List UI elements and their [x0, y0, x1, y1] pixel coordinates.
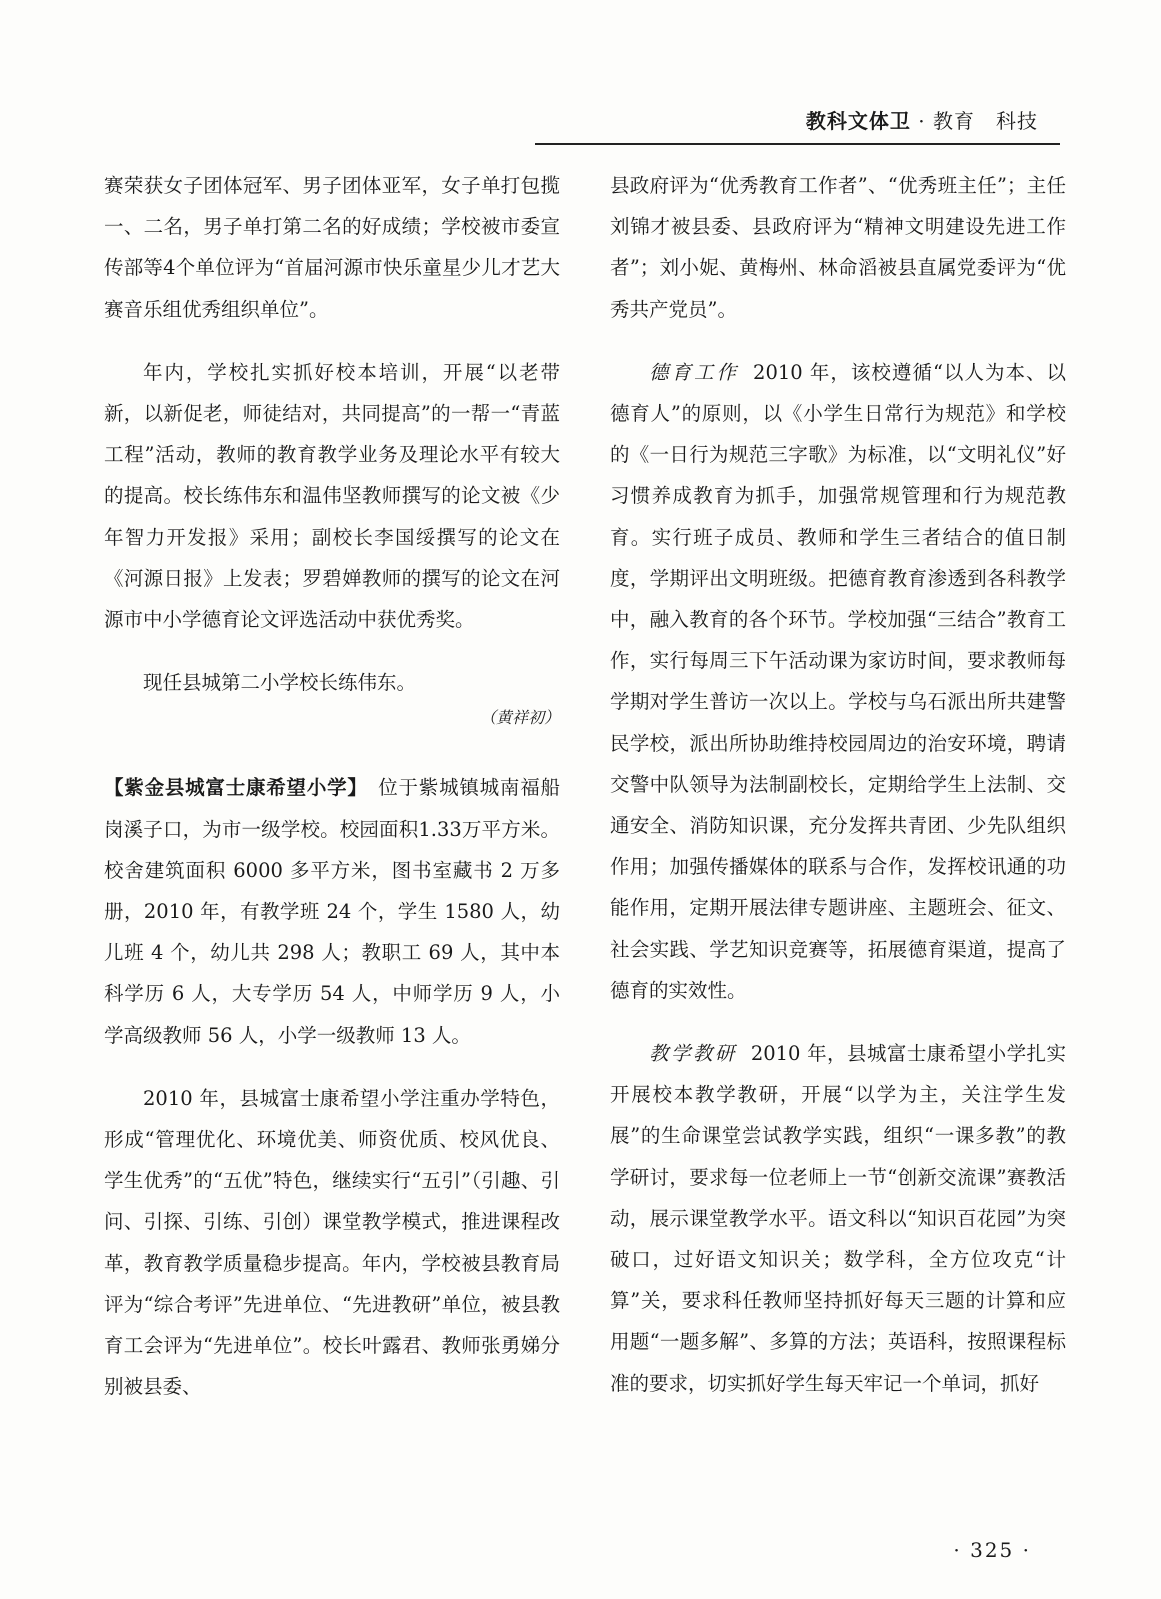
section-keyword: 德育工作	[649, 360, 740, 384]
institution-title: 【紫金县城富士康希望小学】	[104, 776, 358, 800]
paragraph: 年内，学校扎实抓好校本培训，开展“以老带新，以新促老，师徒结对，共同提高”的一帮一“青蓝工程”活动，教师的教育教学业务及理论水平有较大的提高。校长练伟东和温伟坚教师撰写的论文被《少年智力开发报》采用；副校长李国绥撰写的论文在《河源日报》上发表；罗碧婵教师的撰写的论文在河源市中小学德育论文评选活动中获优秀奖。	[104, 360, 560, 632]
paragraph-text: 2010 年，县城富士康希望小学扎实开展校本教学教研，开展“以学为主，关注学生发展”的生命课堂尝试教学实践，组织“一课多教”的教学研讨，要求每一位老师上一节“创新交流课”赛教活动，展示课堂教学水平。语文科以“知识百花园”为突破口，过好语文知识关；数学科，全方位攻克“计算”关，要求科任教师坚持抓好每天三题的计算和应用题“一题多解”、多算的方法；英语科，按照课程标准的要求，切实抓好学生每天牢记一个单词，抓好	[610, 1042, 1066, 1395]
institution-text: 位于紫城镇城南福船岗溪子口，为市一级学校。校园面积1.33万平方米。校舍建筑面积 6000 多平方米，图书室藏书 2 万多册，2010 年，有教学班 24 个，学生 1580 人，幼儿班 4 个，幼儿共 298 人；教职工 69 人，其中本科学历 6 人，大专学历 54 人，中师学历 9 人，小学高级教师 56 人，小学一级教师 13 人。	[104, 776, 560, 1047]
section-keyword: 教学教研	[649, 1042, 737, 1066]
paragraph-text: 2010 年，该校遵循“以人为本、以德育人”的原则，以《小学生日常行为规范》和学校的《一日行为规范三字歌》为标准，以“文明礼仪”好习惯养成教育为抓手，加强常规管理和行为规范教育。实行班子成员、教师和学生三者结合的值日制度，学期评出文明班级。把德育教育渗透到各科教学中，融入教育的各个环节。学校加强“三结合”教育工作，实行每周三下午活动课为家访时间，要求教师每学期对学生普访一次以上。学校与乌石派出所共建警民学校，派出所协助维持校园周边的治安环境，聘请交警中队领导为法制副校长，定期给学生上法制、交通安全、消防知识课，充分发挥共青团、少先队组织作用；加强传播媒体的联系与合作，发挥校讯通的功能作用，定期开展法律专题讲座、主题班会、征文、社会实践、学艺知识竞赛等，拓展德育渠道，提高了德育的实效性。	[610, 360, 1066, 1002]
header-title	[806, 105, 1038, 134]
header-section-light: 教育 科技	[933, 109, 1038, 133]
left-column	[104, 165, 560, 1407]
header-dot: ·	[910, 109, 933, 133]
author-credit: （黄祥初）	[479, 708, 560, 728]
paragraph-teaching-research	[610, 1033, 1066, 1404]
paragraph: 现任县城第二小学校长练伟东。	[143, 671, 417, 695]
running-header	[535, 103, 1060, 145]
header-section-bold: 教科文体卫	[805, 109, 911, 133]
right-column	[610, 165, 1066, 1404]
paragraph: 赛荣获女子团体冠军、男子团体亚军，女子单打包揽一、二名，男子单打第二名的好成绩；学校被市委宣传部等4个单位评为“首届河源市快乐童星少儿才艺大赛音乐组优秀组织单位”。	[104, 174, 560, 321]
page-number: · 325 ·	[953, 1538, 1031, 1562]
paragraph: 县政府评为“优秀教育工作者”、“优秀班主任”；主任刘锦才被县委、县政府评为“精神文明建设先进工作者”；刘小妮、黄梅州、林命滔被县直属党委评为“优秀共产党员”。	[610, 174, 1066, 321]
paragraph: 2010 年，县城富士康希望小学注重办学特色，形成“管理优化、环境优美、师资优质、校风优良、学生优秀”的“五优”特色，继续实行“五引”（引趣、引问、引探、引练、引创）课堂教学模式，推进课程改革，教育教学质量稳步提高。年内，学校被县教育局评为“综合考评”先进单位、“先进教研”单位，被县教育工会评为“先进单位”。校长叶露君、教师张勇娣分别被县委、	[104, 1086, 560, 1399]
paragraph-moral-education	[610, 352, 1066, 1011]
institution-entry	[104, 767, 560, 1055]
